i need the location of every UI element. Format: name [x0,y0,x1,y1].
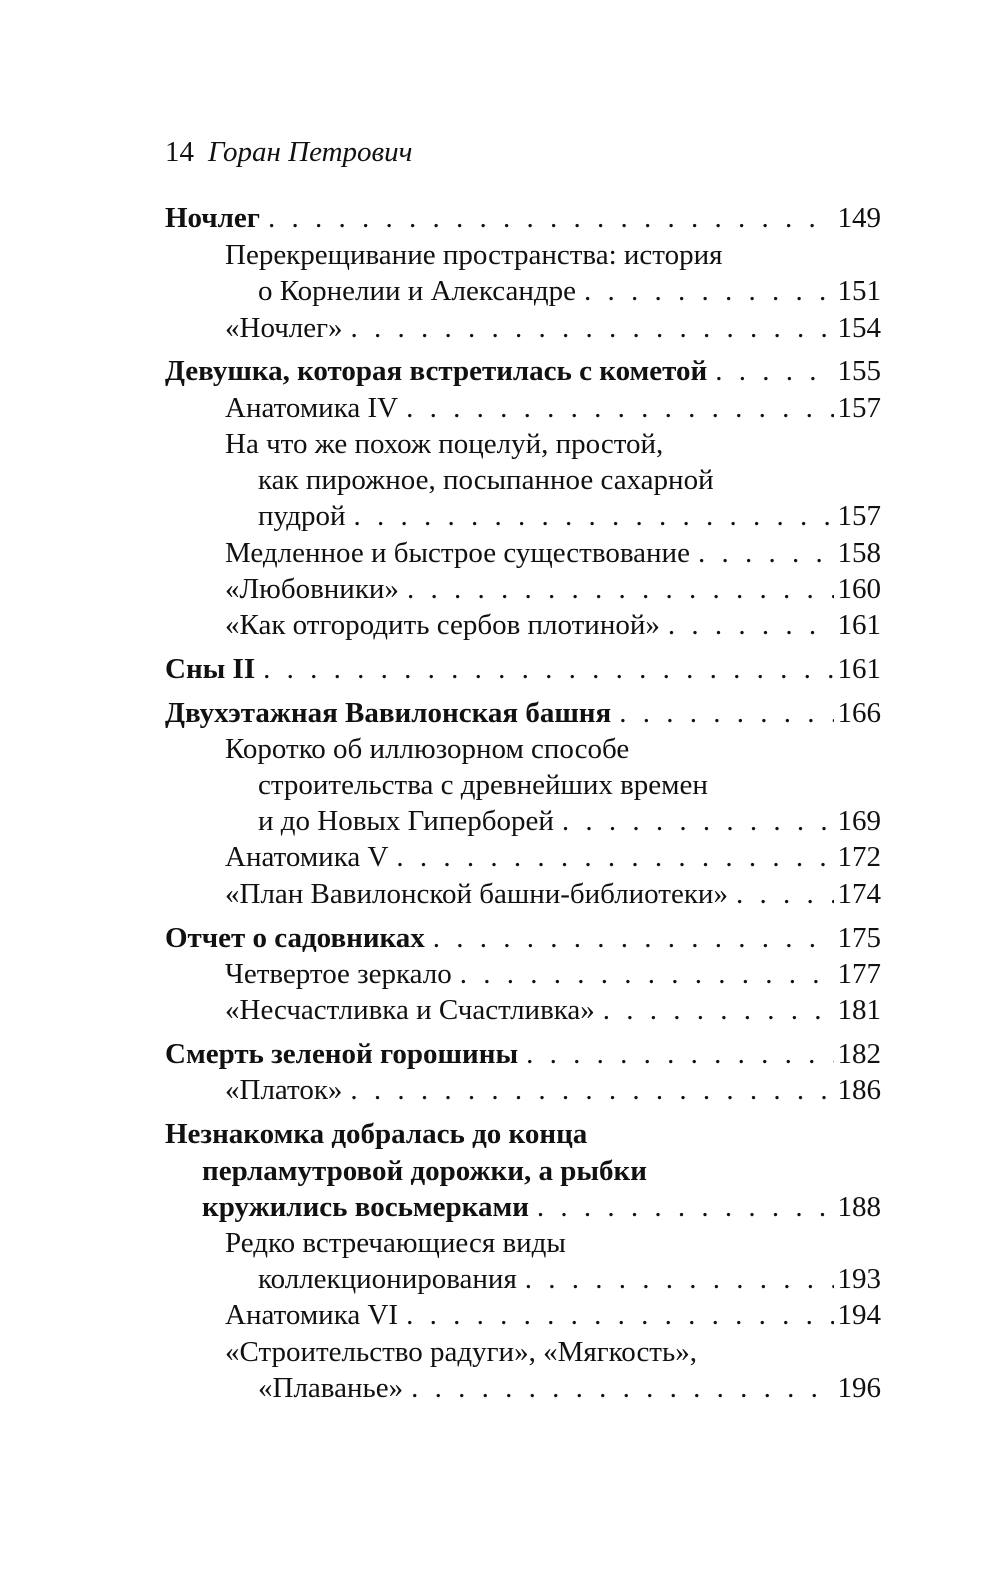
toc-leader [595,992,834,1028]
toc-page: 161 [837,609,881,641]
toc-leader [343,310,834,346]
toc-title: Двухэтажная Вавилонская башня [165,697,612,729]
toc-chapter [165,1116,881,1152]
toc-title: Незнакомка добралась до конца [165,1118,588,1150]
toc-title: Сны II [165,653,256,685]
toc-section [258,462,881,498]
author-name: Горан Петрович [208,136,413,168]
toc-page: 182 [837,1038,881,1070]
toc-title: Смерть зеленой горошины [165,1038,519,1070]
toc-chapter [165,920,881,956]
toc-page: 177 [837,958,881,990]
toc-section [225,1334,881,1370]
toc-title: На что же похож поцелуй, простой, [225,428,664,460]
toc-section [258,767,881,803]
toc-leader [399,571,834,607]
toc-chapter [165,200,881,236]
toc-title: «Платок» [225,1074,343,1106]
page-number: 14 [165,136,194,168]
toc-title: «План Вавилонской башни-библиотеки» [225,878,728,910]
toc-title: Отчет о садовниках [165,922,425,954]
toc-title: Анатомика VI [225,1299,399,1331]
toc-leader [403,1370,833,1406]
toc-leader [611,695,833,731]
toc-title: о Корнелии и Александре [258,275,576,307]
toc-title: перламутровой дорожки, а рыбки [202,1155,647,1187]
toc-page: 160 [837,573,881,605]
toc-leader [690,535,834,571]
toc-chapter [165,651,881,687]
toc-page: 151 [837,275,881,307]
toc-page: 172 [837,841,881,873]
toc-section [225,390,881,426]
toc-leader [517,1261,834,1297]
toc-section [225,1225,881,1261]
toc-title: кружились восьмерками [202,1191,529,1223]
toc-leader [388,839,833,875]
toc-leader [345,498,833,534]
toc-title: строительства с древнейших времен [258,769,708,801]
toc-page: 155 [837,355,881,387]
toc-section [225,607,881,643]
toc-title: Анатомика V [225,841,389,873]
toc-title: Анатомика IV [225,392,399,424]
toc-title: «Плаванье» [258,1372,404,1404]
toc-leader [342,1072,833,1108]
toc-leader [728,876,834,912]
toc-title: Ночлег [165,202,260,234]
toc-title: коллекционирования [258,1263,517,1295]
toc-title: «Несчастливка и Счастливка» [225,994,595,1026]
toc-leader [260,200,834,236]
toc-section [225,992,881,1028]
toc-leader [529,1189,834,1225]
toc-leader [518,1036,833,1072]
toc-title: «Любовники» [225,573,399,605]
toc-page: 194 [837,1299,881,1331]
toc-page: 181 [837,994,881,1026]
toc-page: 174 [837,878,881,910]
toc-title: «Строительство радуги», «Мягкость», [225,1336,697,1368]
toc-section [258,273,881,309]
toc-section [225,1072,881,1108]
toc-title: «Как отгородить сербов плотиной» [225,609,660,641]
toc-section [225,535,881,571]
toc-chapter [165,1036,881,1072]
running-head [165,134,412,170]
toc-title: Четвертое зеркало [225,958,452,990]
toc-chapter [202,1189,881,1225]
toc-section [225,731,881,767]
toc-section [258,1370,881,1406]
toc-section [225,237,881,273]
toc-page: 161 [837,653,881,685]
toc-section [225,956,881,992]
toc-section [225,1297,881,1333]
toc-title: пудрой [258,500,346,532]
toc-section [258,1261,881,1297]
toc-section [225,310,881,346]
toc-page: 149 [837,202,881,234]
toc-leader [576,273,834,309]
toc-section [225,876,881,912]
toc-page: 154 [837,312,881,344]
toc-chapter [165,353,881,389]
toc-leader [660,607,834,643]
toc-page: 169 [837,805,881,837]
toc-section [225,426,881,462]
toc-leader [707,353,833,389]
toc-page: 157 [837,392,881,424]
toc-leader [425,920,834,956]
toc-section [225,571,881,607]
toc-section [225,839,881,875]
toc-page: 158 [837,537,881,569]
toc-section [258,803,881,839]
toc-leader [255,651,833,687]
toc-page: 157 [837,500,881,532]
toc-leader [398,390,833,426]
toc-page: 193 [837,1263,881,1295]
toc-section [258,498,881,534]
toc-title: Девушка, которая встретилась с кометой [165,355,708,387]
toc-title: как пирожное, посыпанное сахарной [258,464,714,496]
toc-leader [398,1297,833,1333]
toc-leader [452,956,834,992]
toc-chapter [165,695,881,731]
toc-page: 188 [837,1191,881,1223]
toc-title: «Ночлег» [225,312,343,344]
toc-title: Редко встречающиеся виды [225,1227,566,1259]
toc-title: Медленное и быстрое существование [225,537,690,569]
toc-page: 166 [837,697,881,729]
toc-page: 175 [837,922,881,954]
toc-title: и до Новых Гиперборей [258,805,554,837]
toc-page: 186 [837,1074,881,1106]
toc-title: Перекрещивание пространства: история [225,239,723,271]
toc-leader [554,803,834,839]
toc-page: 196 [837,1372,881,1404]
toc-title: Коротко об иллюзорном способе [225,733,630,765]
toc-chapter [202,1153,881,1189]
